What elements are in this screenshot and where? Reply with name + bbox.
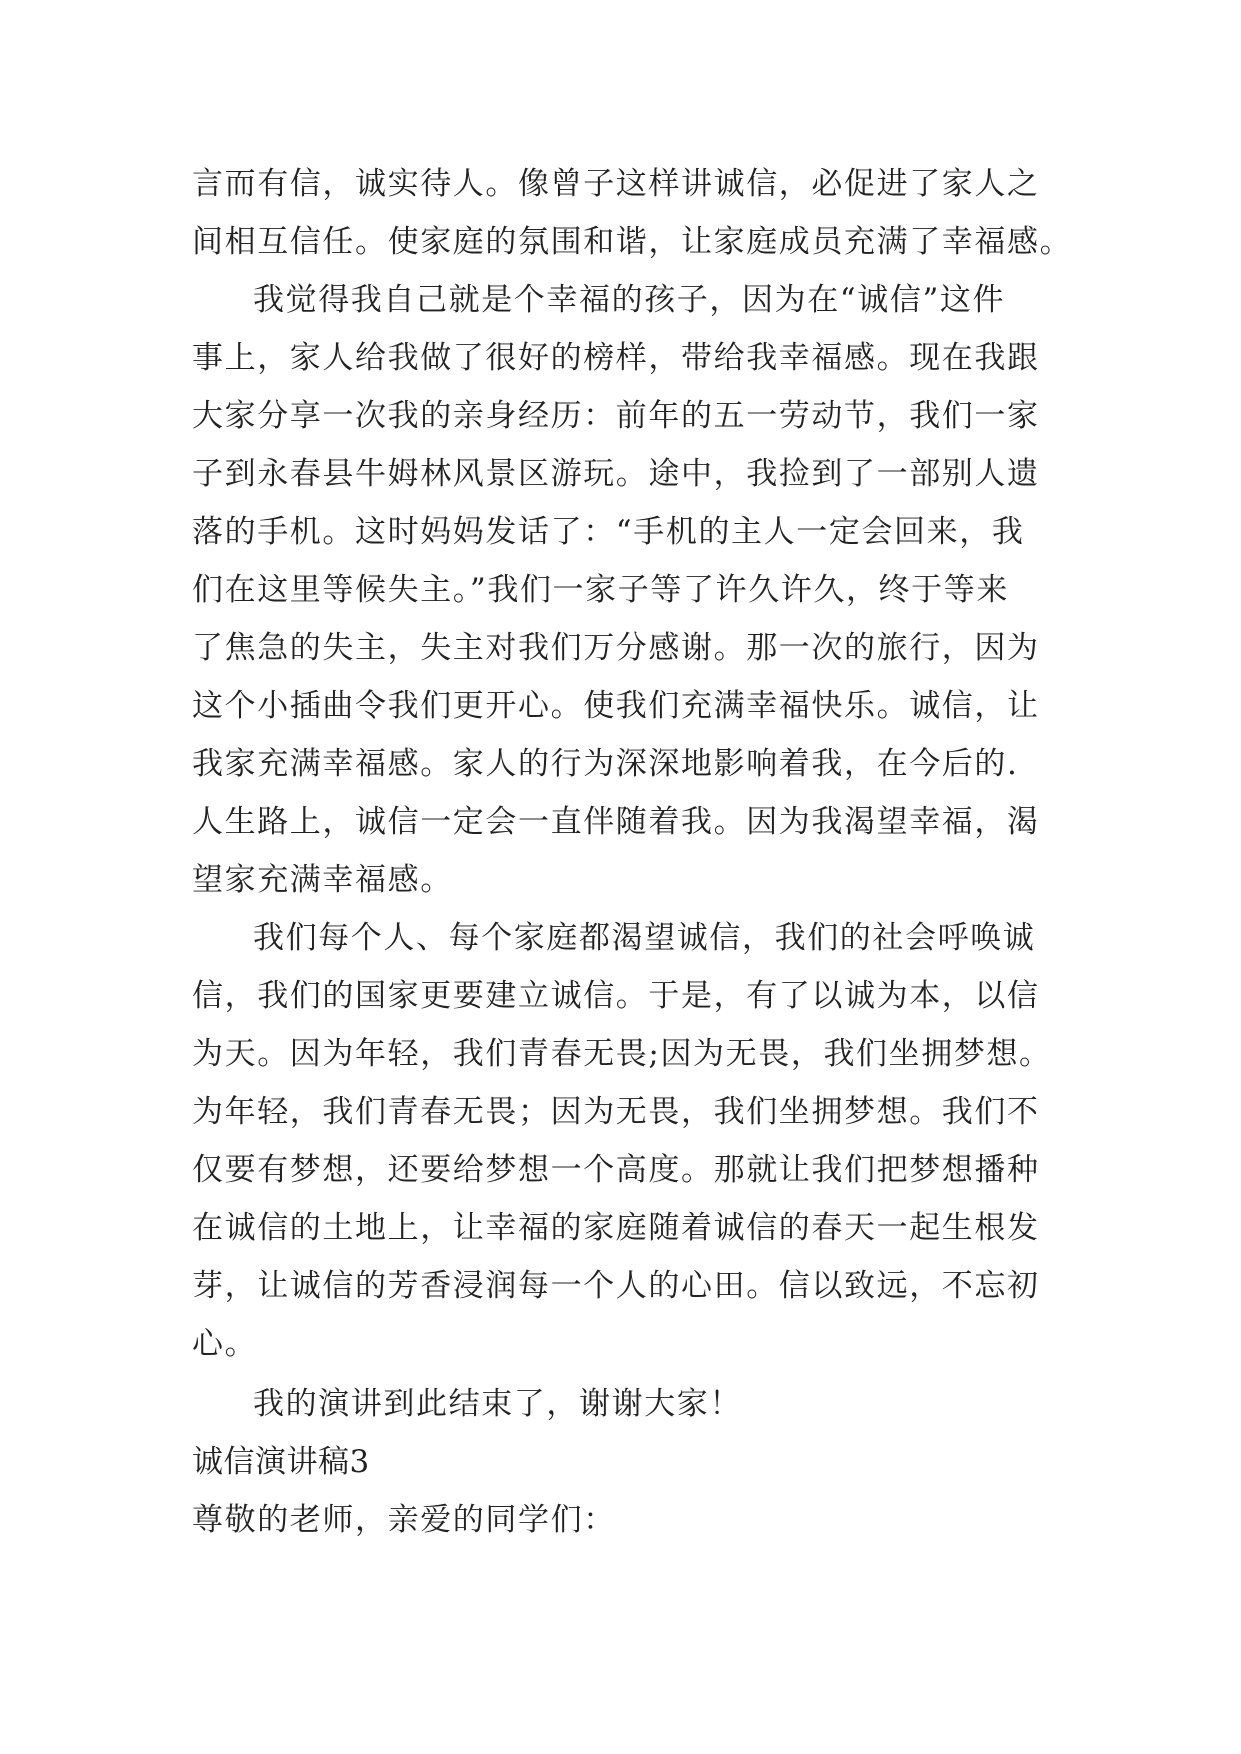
text-line: 为年轻，我们青春无畏；因为无畏，我们坐拥梦想。我们不	[192, 1094, 1040, 1130]
section-heading: 诚信演讲稿3	[192, 1444, 370, 1480]
text-line: 在诚信的土地上，让幸福的家庭随着诚信的春天一起生根发	[192, 1210, 1040, 1246]
text-line: 信，我们的国家更要建立诚信。于是，有了以诚为本，以信	[192, 978, 1040, 1014]
text-line: 这个小插曲令我们更开心。使我们充满幸福快乐。诚信，让	[192, 688, 1040, 724]
text-line: 言而有信，诚实待人。像曾子这样讲诚信，必促进了家人之	[192, 166, 1040, 202]
text-line: 人生路上，诚信一定会一直伴随着我。因为我渴望幸福，渴	[192, 804, 1040, 840]
text-line: 芽，让诚信的芳香浸润每一个人的心田。信以致远，不忘初	[192, 1268, 1040, 1304]
text-line: 大家分享一次我的亲身经历：前年的五一劳动节，我们一家	[192, 398, 1040, 434]
text-line: 间相互信任。使家庭的氛围和谐，让家庭成员充满了幸福感。	[192, 224, 1073, 260]
paragraph-start-line: 我觉得我自己就是个幸福的孩子，因为在“诚信”这件	[253, 282, 1006, 318]
text-line: 子到永春县牛姆林风景区游玩。途中，我捡到了一部别人遗	[192, 456, 1040, 492]
text-line: 们在这里等候失主。”我们一家子等了许久许久，终于等来	[192, 572, 1009, 608]
text-line: 我家充满幸福感。家人的行为深深地影响着我，在今后的.	[192, 746, 1019, 782]
text-line: 了焦急的失主，失主对我们万分感谢。那一次的旅行，因为	[192, 630, 1040, 666]
text-line: 事上，家人给我做了很好的榜样，带给我幸福感。现在我跟	[192, 340, 1040, 376]
paragraph-start-line: 我们每个人、每个家庭都渴望诚信，我们的社会呼唤诚	[253, 920, 1036, 956]
salutation-line: 尊敬的老师，亲爱的同学们：	[192, 1502, 616, 1538]
text-line: 为天。因为年轻，我们青春无畏;因为无畏，我们坐拥梦想。	[192, 1036, 1052, 1072]
text-line: 仅要有梦想，还要给梦想一个高度。那就让我们把梦想播种	[192, 1152, 1040, 1188]
text-line: 望家充满幸福感。	[192, 862, 453, 898]
text-line: 落的手机。这时妈妈发话了：“手机的主人一定会回来，我	[192, 514, 1025, 550]
text-line: 心。	[192, 1326, 258, 1362]
closing-line: 我的演讲到此结束了，谢谢大家！	[253, 1386, 742, 1422]
